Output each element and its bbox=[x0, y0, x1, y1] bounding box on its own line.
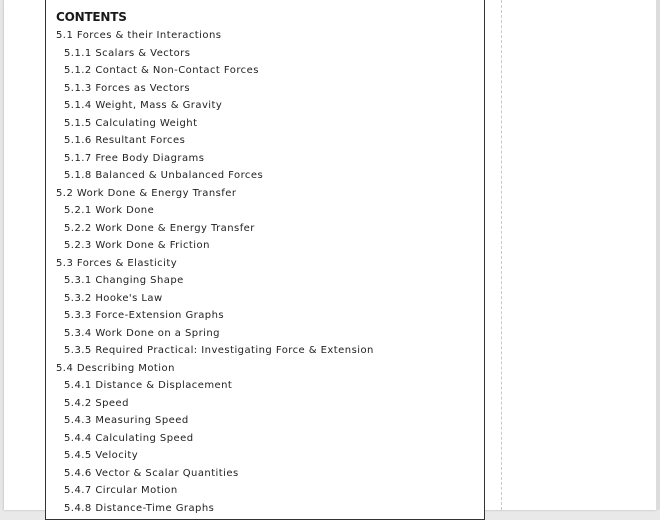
toc-subsection-link[interactable]: 5.1.8 Balanced & Unbalanced Forces bbox=[64, 170, 264, 181]
toc-subsection-link[interactable]: 5.4.1 Distance & Displacement bbox=[64, 380, 233, 391]
toc-subsection-link[interactable]: 5.1.2 Contact & Non-Contact Forces bbox=[64, 65, 259, 76]
toc-subsection-link[interactable]: 5.4.6 Vector & Scalar Quantities bbox=[64, 467, 239, 479]
toc-subsection-link[interactable]: 5.4.2 Speed bbox=[64, 397, 129, 409]
toc-subsection-link[interactable]: 5.3.4 Work Done on a Spring bbox=[64, 327, 220, 339]
toc-section-link[interactable]: 5.2 Work Done & Energy Transfer bbox=[56, 187, 237, 199]
margin-guide bbox=[501, 0, 502, 510]
toc-section-link[interactable]: 5.4 Describing Motion bbox=[56, 362, 175, 374]
page-edge bbox=[656, 0, 660, 510]
toc-subsection-link[interactable]: 5.3.1 Changing Shape bbox=[64, 275, 184, 286]
toc-subsection-link[interactable]: 5.4.5 Velocity bbox=[64, 450, 139, 461]
document-page bbox=[4, 0, 656, 514]
toc-subsection-link[interactable]: 5.1.3 Forces as Vectors bbox=[64, 82, 191, 94]
toc-subsection-link[interactable]: 5.2.1 Work Done bbox=[64, 205, 155, 216]
toc-subsection-link[interactable]: 5.4.7 Circular Motion bbox=[64, 485, 178, 496]
toc-subsection-link[interactable]: 5.1.1 Scalars & Vectors bbox=[64, 47, 191, 59]
toc-subsection-link[interactable]: 5.1.6 Resultant Forces bbox=[64, 135, 186, 146]
toc-section-link[interactable]: 5.1 Forces & their Interactions bbox=[56, 30, 222, 41]
toc-subsection-link[interactable]: 5.2.2 Work Done & Energy Transfer bbox=[64, 222, 255, 234]
toc-subsection-link[interactable]: 5.3.5 Required Practical: Investigating Force & Extension bbox=[64, 345, 374, 356]
contents-title: CONTENTS bbox=[56, 10, 127, 24]
contents-box bbox=[45, 0, 485, 520]
toc-subsection-link[interactable]: 5.1.7 Free Body Diagrams bbox=[64, 152, 205, 164]
toc-subsection-link[interactable]: 5.2.3 Work Done & Friction bbox=[64, 240, 210, 251]
toc-subsection-link[interactable]: 5.1.4 Weight, Mass & Gravity bbox=[64, 100, 223, 111]
toc-subsection-link[interactable]: 5.4.3 Measuring Speed bbox=[64, 415, 189, 426]
toc-subsection-link[interactable]: 5.4.4 Calculating Speed bbox=[64, 432, 194, 444]
toc-subsection-link[interactable]: 5.3.2 Hooke's Law bbox=[64, 292, 163, 304]
toc-subsection-link[interactable]: 5.3.3 Force-Extension Graphs bbox=[64, 310, 225, 321]
toc-subsection-link[interactable]: 5.1.5 Calculating Weight bbox=[64, 117, 198, 129]
toc-section-link[interactable]: 5.3 Forces & Elasticity bbox=[56, 257, 178, 269]
toc-subsection-link[interactable]: 5.4.8 Distance-Time Graphs bbox=[64, 502, 215, 514]
